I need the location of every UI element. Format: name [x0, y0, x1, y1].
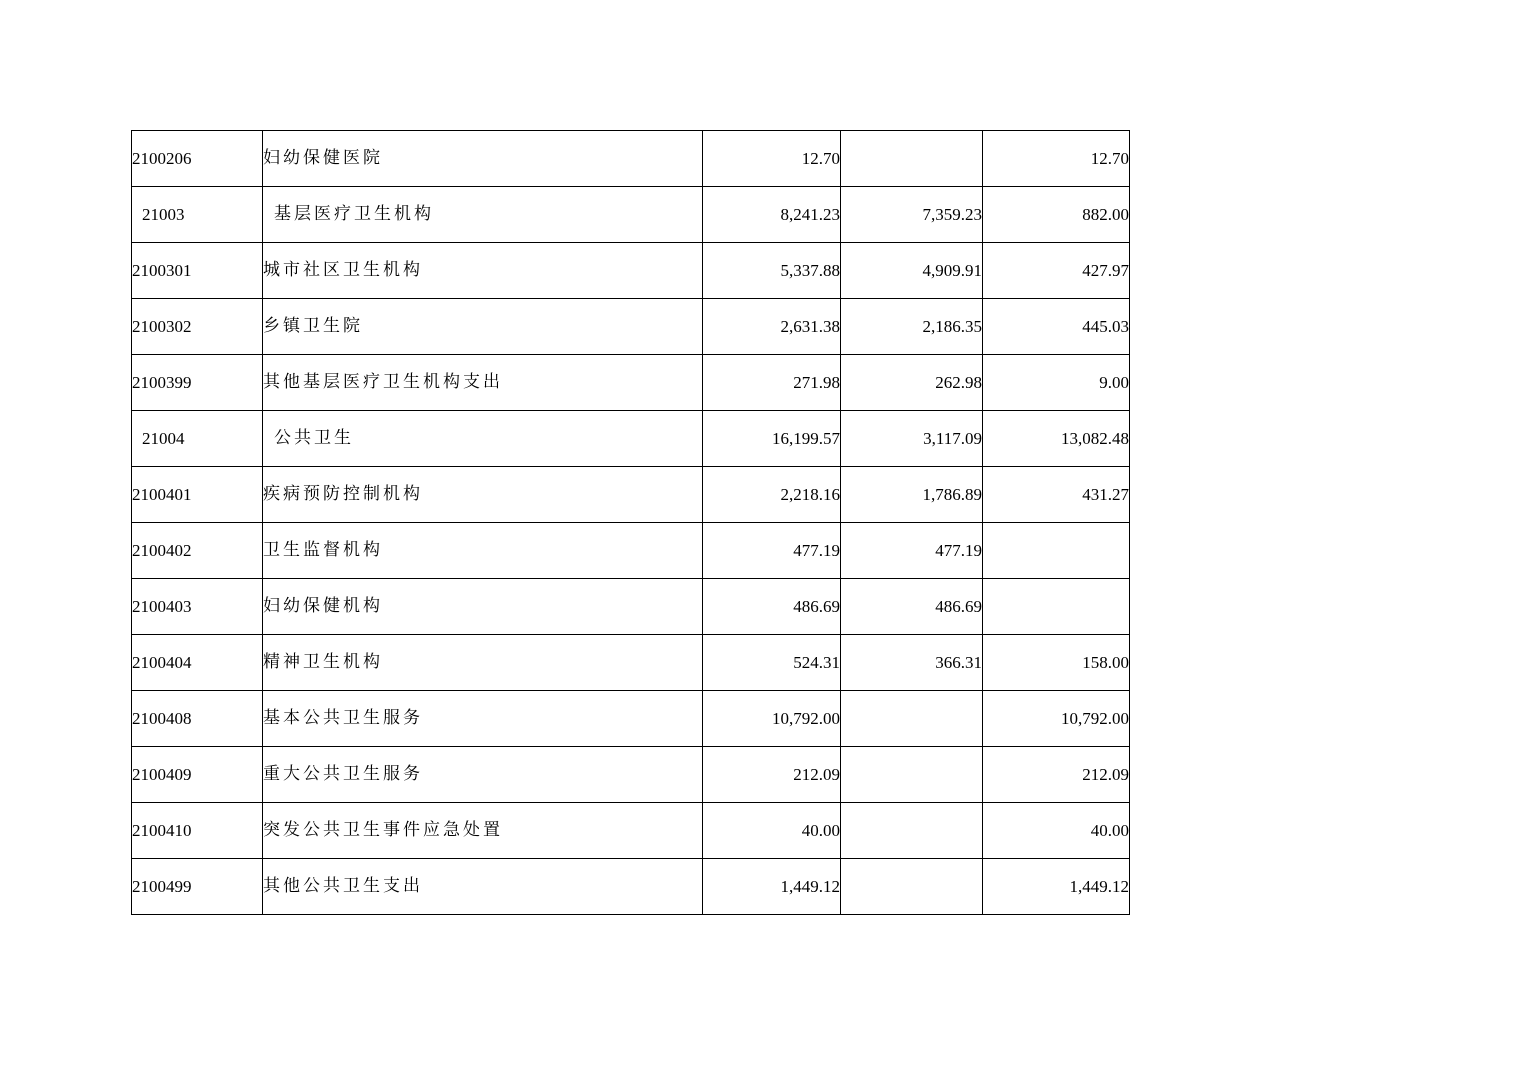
row-total-cell: 10,792.00 — [703, 691, 841, 747]
row-project-cell: 1,449.12 — [983, 859, 1130, 915]
table-row — [132, 355, 1130, 411]
row-basic-cell: 366.31 — [841, 635, 983, 691]
row-basic-cell — [841, 859, 983, 915]
row-name-cell: 精神卫生机构 — [263, 635, 703, 691]
row-project-cell: 158.00 — [983, 635, 1130, 691]
table-row — [132, 859, 1130, 915]
row-code-cell: 2100403 — [132, 579, 263, 635]
row-code-cell: 21004 — [132, 411, 263, 467]
row-project-cell: 13,082.48 — [983, 411, 1130, 467]
row-name-cell: 其他基层医疗卫生机构支出 — [263, 355, 703, 411]
row-code-cell: 2100402 — [132, 523, 263, 579]
row-code-cell: 2100302 — [132, 299, 263, 355]
row-total-cell: 16,199.57 — [703, 411, 841, 467]
table-row — [132, 579, 1130, 635]
row-code-cell: 2100401 — [132, 467, 263, 523]
row-total-cell: 12.70 — [703, 131, 841, 187]
row-code-cell: 2100410 — [132, 803, 263, 859]
row-name-cell: 城市社区卫生机构 — [263, 243, 703, 299]
row-total-cell: 486.69 — [703, 579, 841, 635]
row-project-cell: 212.09 — [983, 747, 1130, 803]
row-name-cell: 乡镇卫生院 — [263, 299, 703, 355]
row-name-cell: 妇幼保健医院 — [263, 131, 703, 187]
row-name-cell: 重大公共卫生服务 — [263, 747, 703, 803]
row-basic-cell — [841, 747, 983, 803]
row-name-cell: 基本公共卫生服务 — [263, 691, 703, 747]
row-code-cell: 2100409 — [132, 747, 263, 803]
table-row — [132, 803, 1130, 859]
row-total-cell: 477.19 — [703, 523, 841, 579]
row-basic-cell: 1,786.89 — [841, 467, 983, 523]
row-code-cell: 2100301 — [132, 243, 263, 299]
row-basic-cell — [841, 803, 983, 859]
row-code-cell: 2100404 — [132, 635, 263, 691]
table-row — [132, 411, 1130, 467]
row-project-cell — [983, 523, 1130, 579]
table-body — [132, 131, 1130, 915]
row-project-cell: 445.03 — [983, 299, 1130, 355]
row-project-cell — [983, 579, 1130, 635]
row-basic-cell: 7,359.23 — [841, 187, 983, 243]
row-project-cell: 882.00 — [983, 187, 1130, 243]
table-row — [132, 747, 1130, 803]
row-total-cell: 5,337.88 — [703, 243, 841, 299]
row-basic-cell: 262.98 — [841, 355, 983, 411]
row-code-cell: 2100206 — [132, 131, 263, 187]
table-row — [132, 131, 1130, 187]
row-basic-cell: 477.19 — [841, 523, 983, 579]
row-project-cell: 10,792.00 — [983, 691, 1130, 747]
row-name-cell: 疾病预防控制机构 — [263, 467, 703, 523]
row-name-cell: 卫生监督机构 — [263, 523, 703, 579]
row-basic-cell — [841, 131, 983, 187]
row-basic-cell: 2,186.35 — [841, 299, 983, 355]
row-project-cell: 40.00 — [983, 803, 1130, 859]
table-row — [132, 299, 1130, 355]
row-total-cell: 8,241.23 — [703, 187, 841, 243]
row-code-cell: 21003 — [132, 187, 263, 243]
table-row — [132, 467, 1130, 523]
row-project-cell: 431.27 — [983, 467, 1130, 523]
row-total-cell: 524.31 — [703, 635, 841, 691]
table-row — [132, 691, 1130, 747]
row-total-cell: 1,449.12 — [703, 859, 841, 915]
row-basic-cell: 4,909.91 — [841, 243, 983, 299]
row-code-cell: 2100399 — [132, 355, 263, 411]
row-basic-cell — [841, 691, 983, 747]
row-name-cell: 公共卫生 — [263, 411, 703, 467]
row-total-cell: 2,218.16 — [703, 467, 841, 523]
row-name-cell: 突发公共卫生事件应急处置 — [263, 803, 703, 859]
table-row — [132, 243, 1130, 299]
row-total-cell: 40.00 — [703, 803, 841, 859]
row-project-cell: 427.97 — [983, 243, 1130, 299]
table-row — [132, 523, 1130, 579]
row-basic-cell: 486.69 — [841, 579, 983, 635]
row-name-cell: 基层医疗卫生机构 — [263, 187, 703, 243]
row-project-cell: 9.00 — [983, 355, 1130, 411]
table-row — [132, 635, 1130, 691]
row-code-cell: 2100408 — [132, 691, 263, 747]
row-total-cell: 271.98 — [703, 355, 841, 411]
row-total-cell: 212.09 — [703, 747, 841, 803]
row-name-cell: 妇幼保健机构 — [263, 579, 703, 635]
row-total-cell: 2,631.38 — [703, 299, 841, 355]
table-row — [132, 187, 1130, 243]
row-basic-cell: 3,117.09 — [841, 411, 983, 467]
expenditure-table — [131, 130, 1130, 915]
row-project-cell: 12.70 — [983, 131, 1130, 187]
row-name-cell: 其他公共卫生支出 — [263, 859, 703, 915]
row-code-cell: 2100499 — [132, 859, 263, 915]
